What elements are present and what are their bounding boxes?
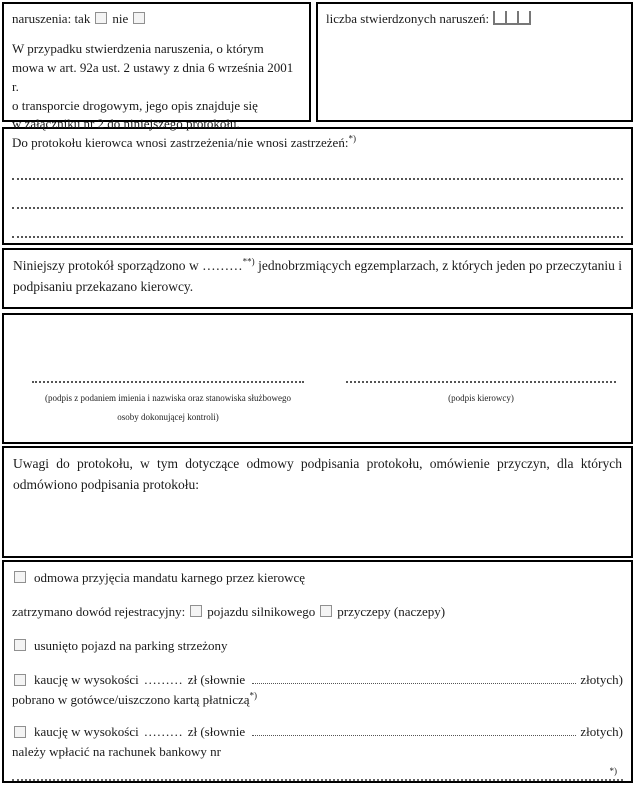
digit-box[interactable]: [493, 11, 505, 25]
copies-section: [2, 248, 633, 309]
deposit-cash-method-label: pobrano w gotówce/uiszczono kartą płatniczą: [12, 691, 250, 707]
objections-heading: [12, 135, 623, 151]
deposit-prefix-label: kaucję w wysokości: [34, 671, 139, 687]
deposit-zlotych-label: złotych): [580, 671, 623, 687]
violations-question: [12, 11, 301, 27]
violations-count-cell: [316, 2, 633, 122]
deposit-prefix-label: kaucję w wysokości: [34, 723, 139, 739]
violations-no-label: nie: [112, 11, 129, 26]
deposit-bank-checkbox[interactable]: [14, 726, 26, 738]
mandate-refusal-label: odmowa przyjęcia mandatu karnego przez kierowcę: [34, 570, 306, 585]
remarks-label: Uwagi do protokołu, w tym dotyczące odmowy podpisania protokołu, omówienie przyczyn, dla których odmówiono podpisania protokołu:: [13, 456, 622, 492]
violations-note-line: o transporcie drogowym, jego opis znajduje się: [12, 97, 258, 113]
options-section: [2, 560, 633, 783]
vehicle-towed-option: [12, 638, 623, 655]
deposit-amount-dots[interactable]: ………: [143, 671, 183, 687]
objections-section: [2, 127, 633, 245]
deposit-amount-words-line[interactable]: [252, 735, 576, 736]
mandate-refusal-option: [12, 570, 623, 587]
inspector-signature-line[interactable]: [32, 381, 304, 383]
violations-note-line: W przypadku stwierdzenia naruszenia, o którym: [12, 41, 264, 56]
driver-signature-block: [346, 381, 616, 427]
deposit-amount-words-line[interactable]: [252, 683, 576, 684]
deposit-cash-line: [12, 672, 623, 688]
driver-signature-caption: [346, 389, 616, 408]
deposit-bank-label: należy wpłacić na rachunek bankowy nr: [12, 743, 221, 759]
digit-box[interactable]: [517, 11, 531, 25]
deposit-cash-checkbox[interactable]: [14, 674, 26, 686]
inspector-signature-caption: [32, 389, 304, 427]
bank-account-write-line[interactable]: [12, 779, 623, 781]
objections-label: Do protokołu kierowca wnosi zastrzeżenia/nie wnosi zastrzeżeń:: [12, 135, 349, 150]
registration-retained-option: [12, 604, 623, 621]
mandate-refusal-checkbox[interactable]: [14, 571, 26, 583]
violations-note-line: w załączniku nr 2 do niniejszego protokołu.: [12, 116, 240, 132]
inspector-caption-line: (podpis z podaniem imienia i nazwiska oraz stanowiska służbowego: [45, 393, 291, 403]
registration-motor-label: pojazdu silnikowego: [207, 603, 316, 619]
violations-row: [2, 2, 633, 132]
deposit-bank-instruction: [12, 744, 623, 761]
signatures-section: [2, 313, 633, 444]
deposit-slownie-label: zł (słownie: [187, 723, 246, 739]
deposit-slownie-label: zł (słownie: [187, 671, 246, 687]
registration-motor-checkbox[interactable]: [190, 605, 202, 617]
digit-box[interactable]: [505, 11, 517, 25]
signature-columns: [4, 315, 631, 427]
copies-text-start: Niniejszy protokół sporządzono w: [13, 258, 199, 273]
objections-write-line[interactable]: [12, 236, 623, 238]
copies-text-end: jednobrzmiących egzemplarzach, z których jeden po przeczytaniu i podpisaniu przekazano kierowcy.: [13, 258, 623, 294]
vehicle-towed-label: usunięto pojazd na parking strzeżony: [34, 637, 228, 653]
vehicle-towed-checkbox[interactable]: [14, 639, 26, 651]
driver-caption-line: (podpis kierowcy): [448, 393, 514, 403]
violations-no-checkbox[interactable]: [133, 12, 145, 24]
inspector-caption-line: osoby dokonującej kontroli): [117, 411, 219, 422]
deposit-amount-dots[interactable]: ………: [143, 723, 183, 739]
violations-label: naruszenia: tak: [12, 11, 91, 26]
copies-footnote-mark: **): [242, 256, 255, 267]
registration-trailer-label: przyczepy (naczepy): [337, 603, 446, 619]
objections-write-line[interactable]: [12, 207, 623, 209]
driver-signature-line[interactable]: [346, 381, 616, 383]
registration-retained-label: zatrzymano dowód rejestracyjny:: [12, 603, 186, 619]
inspector-signature-block: [32, 381, 304, 427]
deposit-bank-line: [12, 724, 623, 740]
objections-write-line[interactable]: [12, 178, 623, 180]
objections-footnote-mark: *): [348, 133, 356, 144]
deposit-cash-footnote-mark: *): [249, 690, 258, 701]
violations-count-field[interactable]: [493, 11, 531, 29]
violations-count-label: liczba stwierdzonych naruszeń:: [326, 11, 490, 26]
bank-account-footnote: [12, 766, 623, 776]
violations-cell: [2, 2, 311, 132]
deposit-cash-method: [12, 692, 623, 709]
remarks-section: [2, 446, 633, 558]
violations-yes-checkbox[interactable]: [95, 12, 107, 24]
registration-trailer-checkbox[interactable]: [320, 605, 332, 617]
deposit-zlotych-label: złotych): [580, 723, 623, 739]
copies-count-dots[interactable]: ………: [202, 258, 243, 273]
bank-footnote-mark: *): [609, 766, 617, 777]
violations-note: [12, 40, 301, 134]
violations-note-line: mowa w art. 92a ust. 2 ustawy z dnia 6 września 2001 r.: [12, 59, 294, 94]
